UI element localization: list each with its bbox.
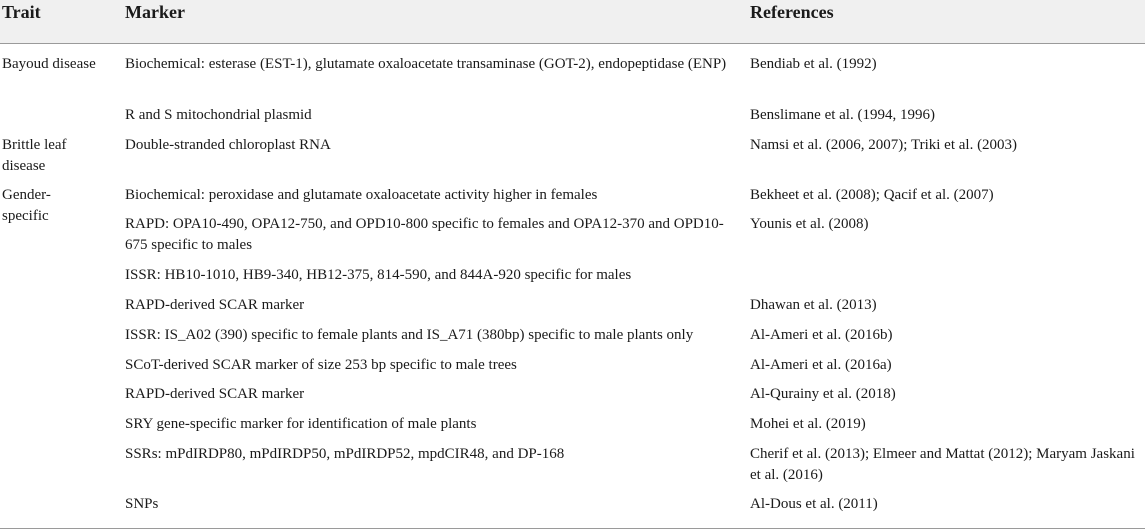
cell-marker: SNPs (125, 496, 159, 512)
cell-marker: R and S mitochondrial plasmid (125, 107, 312, 123)
cell-marker: RAPD-derived SCAR marker (125, 386, 305, 402)
table-header (0, 0, 1145, 44)
cell-marker: Double-stranded chloroplast RNA (125, 137, 331, 153)
cell-references: Al-Dous et al. (2011) (750, 496, 878, 512)
cell-marker: Biochemical: peroxidase and glutamate oxaloacetate activity higher in females (125, 187, 598, 203)
header-marker: Marker (125, 2, 185, 22)
cell-trait: Gender-specific (2, 187, 51, 224)
cell-references: Benslimane et al. (1994, 1996) (750, 107, 935, 123)
cell-marker: SCoT-derived SCAR marker of size 253 bp specific to male trees (125, 357, 517, 373)
cell-marker: SRY gene-specific marker for identification of male plants (125, 416, 477, 432)
cell-marker: Biochemical: esterase (EST-1), glutamate oxaloacetate transaminase (GOT-2), endopeptidase (ENP) (125, 56, 727, 72)
cell-marker: SSRs: mPdIRDP80, mPdIRDP50, mPdIRDP52, mpdCIR48, and DP-168 (125, 446, 565, 462)
cell-references: Dhawan et al. (2013) (750, 297, 877, 313)
header-references: References (750, 2, 834, 22)
cell-references: Younis et al. (2008) (750, 216, 869, 232)
header-trait: Trait (2, 2, 41, 22)
cell-references: Cherif et al. (2013); Elmeer and Mattat (2012); Maryam Jaskani et al. (2016) (750, 446, 1135, 483)
cell-references: Al-Qurainy et al. (2018) (750, 386, 896, 402)
cell-references: Al-Ameri et al. (2016b) (750, 327, 893, 343)
cell-references: Namsi et al. (2006, 2007); Triki et al. (2003) (750, 137, 1018, 153)
cell-marker: ISSR: HB10-1010, HB9-340, HB12-375, 814-590, and 844A-920 specific for males (125, 267, 632, 283)
cell-references: Al-Ameri et al. (2016a) (750, 357, 892, 373)
cell-trait: Bayoud disease (2, 56, 96, 72)
cell-references: Bendiab et al. (1992) (750, 56, 877, 72)
cell-trait: Brittle leaf disease (2, 137, 67, 174)
cell-marker: RAPD: OPA10-490, OPA12-750, and OPD10-800 specific to females and OPA12-370 and OPD10-675 specific to males (125, 216, 724, 253)
cell-references: Mohei et al. (2019) (750, 416, 866, 432)
cell-marker: ISSR: IS_A02 (390) specific to female plants and IS_A71 (380bp) specific to male plants only (125, 327, 694, 343)
cell-marker: RAPD-derived SCAR marker (125, 297, 305, 313)
bottom-rule (0, 528, 1145, 529)
cell-references: Bekheet et al. (2008); Qacif et al. (2007) (750, 187, 994, 203)
